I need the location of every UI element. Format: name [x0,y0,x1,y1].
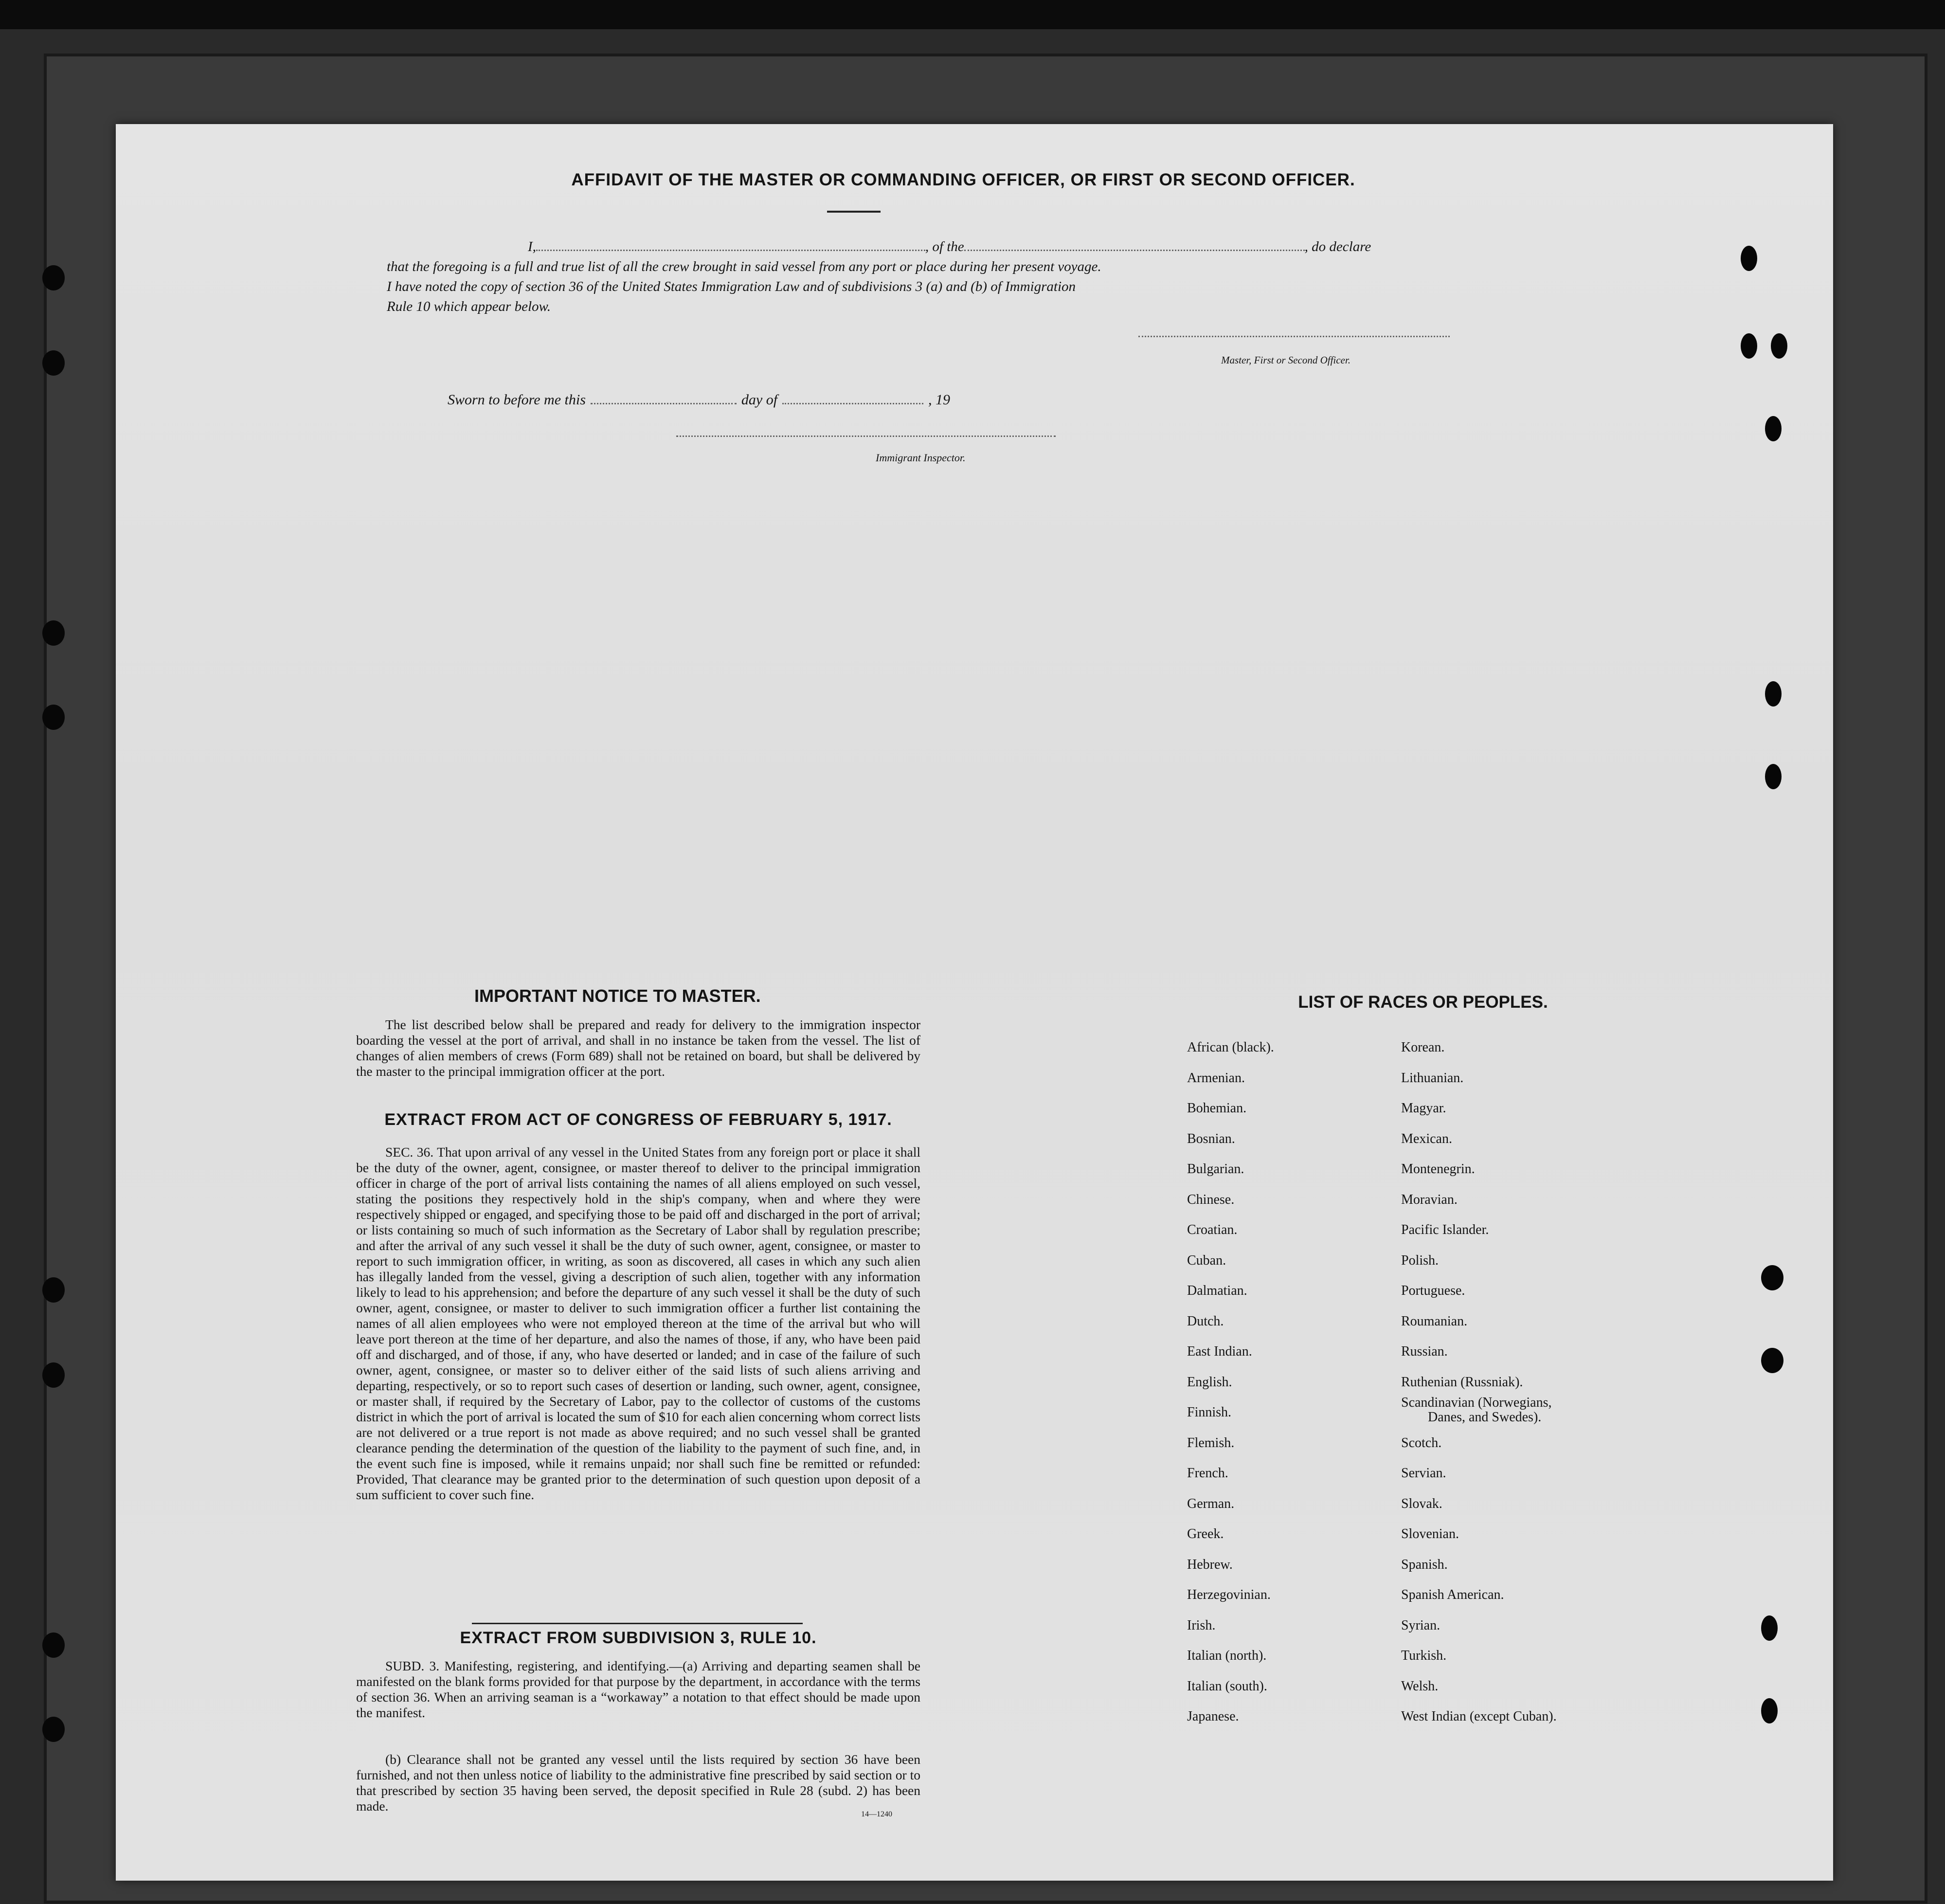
race-item: Slovenian. [1401,1526,1459,1541]
year-label: , 19 [928,392,951,408]
binder-hole [42,1632,65,1658]
extract-act-title: EXTRACT FROM ACT OF CONGRESS OF FEBRUARY 5, 1917. [384,1110,892,1129]
race-item [1401,1396,1654,1425]
race-item: Spanish American. [1401,1587,1504,1602]
race-item: Dutch. [1187,1314,1224,1329]
race-item: Bulgarian. [1187,1161,1244,1177]
binder-hole [42,1717,65,1742]
day-of-label: day of [741,392,778,408]
race-item: West Indian (except Cuban). [1401,1709,1557,1724]
race-item: Spanish. [1401,1557,1448,1572]
race-item: Italian (south). [1187,1679,1267,1694]
race-item-scandinavian-cont: Danes, and Swedes). [1428,1410,1542,1425]
declaration-line-3: I have noted the copy of section 36 of the United States Immigration Law and of subdivisions 3 (a) and (b) of Immigration [387,279,1076,294]
race-item: Bosnian. [1187,1131,1235,1146]
race-item: Korean. [1401,1040,1445,1055]
signature-label: Master, First or Second Officer. [1221,354,1351,366]
race-item: English. [1187,1375,1232,1390]
binder-hole [1761,1698,1778,1723]
sworn-month-field[interactable] [782,403,923,404]
binder-hole [1741,333,1757,359]
extract-act-text: SEC. 36. That upon arrival of any vessel in the United States from any foreign port or place it shall be the duty of the owner, agent, consignee, or master thereof to deliver to the principal immigration officer in charge of the port of arrival lists containing the names of all aliens employed on such vessel, stating the positions they respectively hold in the ship's company, when and where they were respectively shipped or engaged, and specifying those to be paid off and discharged in the port of arrival; or lists containing so much of such information as the Secretary of Labor shall by regulation prescribe; and after the arrival of any such vessel it shall be the duty of such owner, agent, consignee, or master to report to such immigration officer, in writing, as soon as discovered, all cases in which any such alien has illegally landed from the vessel, giving a description of such alien, together with any information likely to lead to his apprehension; and before the departure of any such vessel it shall be the duty of such owner, agent, consignee, or master to deliver to such immigration officer a further list containing the names of all alien employees who were not employed thereon at the time of the arrival but who will leave port thereon at the time of her departure, and also the names of those, if any, who have been paid off and discharged, and of those, if any, who have deserted or landed; and in case of the failure of such owner, agent, consignee, or master so to deliver either of the said lists of such aliens arriving and departing, respectively, or so to report such cases of desertion or landing, such owner, agent, consignee, or master shall, if required by the Secretary of Labor, pay to the collector of customs of the customs district in which the port of arrival is located the sum of $10 for each alien concerning whom correct lists are not delivered or a true report is not made as above required; and no such vessel shall be granted clearance pending the determination of the question of the liability to the payment of such fine, and, in the event such fine is imposed, while it remains unpaid; nor shall such fine be remitted or refunded: Provided, That clearance may be granted prior to the determination of such question upon deposit of a sum sufficient to cover such fine. [356,1144,920,1502]
race-item: Roumanian. [1401,1314,1468,1329]
affidavit-title: AFFIDAVIT OF THE MASTER OR COMMANDING OFFICER, OR FIRST OR SECOND OFFICER. [571,170,1355,189]
race-item: Welsh. [1401,1679,1439,1694]
vessel-field[interactable] [964,250,1305,251]
race-item: Bohemian. [1187,1101,1247,1116]
section-rule [472,1623,803,1624]
extract-rule-subd-a: SUBD. 3. Manifesting, registering, and identifying.—(a) Arriving and departing seamen shall be manifested on the blank forms provided for that purpose by the department, in accordance with the terms of section 36. When an arriving seaman is a “workaway” a notation to that effect should be made upon the manifest. [356,1658,920,1720]
race-item: Mexican. [1401,1131,1452,1146]
race-item: Polish. [1401,1253,1439,1268]
of-the-label: , of the [925,239,964,254]
race-item: East Indian. [1187,1344,1252,1359]
binder-hole [42,620,65,646]
race-item: African (black). [1187,1040,1274,1055]
binder-hole [1771,333,1787,359]
binder-hole [1761,1348,1783,1373]
race-item-scandinavian: Scandinavian (Norwegians, [1401,1395,1552,1410]
race-item: Servian. [1401,1466,1446,1481]
sworn-day-field[interactable] [591,403,737,404]
race-item: Moravian. [1401,1192,1458,1207]
do-declare-label: , do declare [1304,239,1371,254]
title-rule [827,211,881,213]
binder-hole [1761,1265,1783,1290]
race-item: Montenegrin. [1401,1161,1475,1177]
binder-hole [1765,416,1782,441]
race-item: Chinese. [1187,1192,1235,1207]
name-field[interactable] [536,250,925,251]
extract-rule-subd-b: (b) Clearance shall not be granted any vessel until the lists required by section 36 have been furnished, and not then unless notice of liability to the administrative fine prescribed by said section or to that prescribed by section 35 having been served, the deposit specified in Rule 28 (subd. 2) has been made. [356,1752,920,1813]
race-item: Turkish. [1401,1648,1447,1663]
binder-hole [42,350,65,376]
declaration-line-1 [387,237,1545,257]
race-item: Hebrew. [1187,1557,1233,1572]
signature-line[interactable] [1138,336,1450,337]
notice-title: IMPORTANT NOTICE TO MASTER. [474,986,761,1006]
race-item: Syrian. [1401,1618,1441,1633]
inspector-signature-line[interactable] [676,435,1056,437]
binder-hole [42,265,65,290]
race-item: Dalmatian. [1187,1283,1247,1298]
race-item: Slovak. [1401,1496,1442,1511]
binder-hole [42,705,65,730]
race-item: Ruthenian (Russniak). [1401,1375,1523,1390]
race-item: German. [1187,1496,1235,1511]
race-item: Russian. [1401,1344,1448,1359]
race-item: Irish. [1187,1618,1216,1633]
binder-hole [1765,681,1782,707]
race-item: Portuguese. [1401,1283,1465,1298]
race-item: Armenian. [1187,1070,1245,1086]
race-item: Cuban. [1187,1253,1226,1268]
race-item: Pacific Islander. [1401,1222,1489,1237]
sworn-line [448,392,950,408]
race-item: Italian (north). [1187,1648,1267,1663]
binder-hole [1765,764,1782,789]
sworn-label: Sworn to before me this [448,392,586,408]
inspector-label: Immigrant Inspector. [876,452,966,464]
extract-rule-title: EXTRACT FROM SUBDIVISION 3, RULE 10. [460,1629,817,1647]
race-item: Scotch. [1401,1435,1442,1451]
notice-text: The list described below shall be prepared and ready for delivery to the immigration inspector boarding the vessel at the port of arrival, and shall in no instance be taken from the vessel. The list of changes of alien members of crews (Form 689) shall not be retained on board, but shall be delivered by the master to the principal immigration officer at the port. [356,1017,920,1079]
races-title: LIST OF RACES OR PEOPLES. [1298,993,1548,1012]
race-item: Greek. [1187,1526,1224,1541]
race-item: French. [1187,1466,1228,1481]
declaration-line-4: Rule 10 which appear below. [387,299,551,314]
form-number: 14—1240 [861,1810,892,1818]
i-label: I, [528,239,536,254]
binder-hole [1741,246,1757,271]
binder-hole [42,1277,65,1303]
binder-hole [42,1362,65,1388]
declaration-line-2: that the foregoing is a full and true list of all the crew brought in said vessel from any port or place during her present voyage. [387,259,1101,274]
race-item: Flemish. [1187,1435,1235,1451]
race-item: Finnish. [1187,1405,1232,1420]
binder-hole [1761,1615,1778,1641]
race-item: Magyar. [1401,1101,1446,1116]
race-item: Lithuanian. [1401,1070,1464,1086]
race-item: Herzegovinian. [1187,1587,1271,1602]
race-item: Japanese. [1187,1709,1239,1724]
race-item: Croatian. [1187,1222,1238,1237]
